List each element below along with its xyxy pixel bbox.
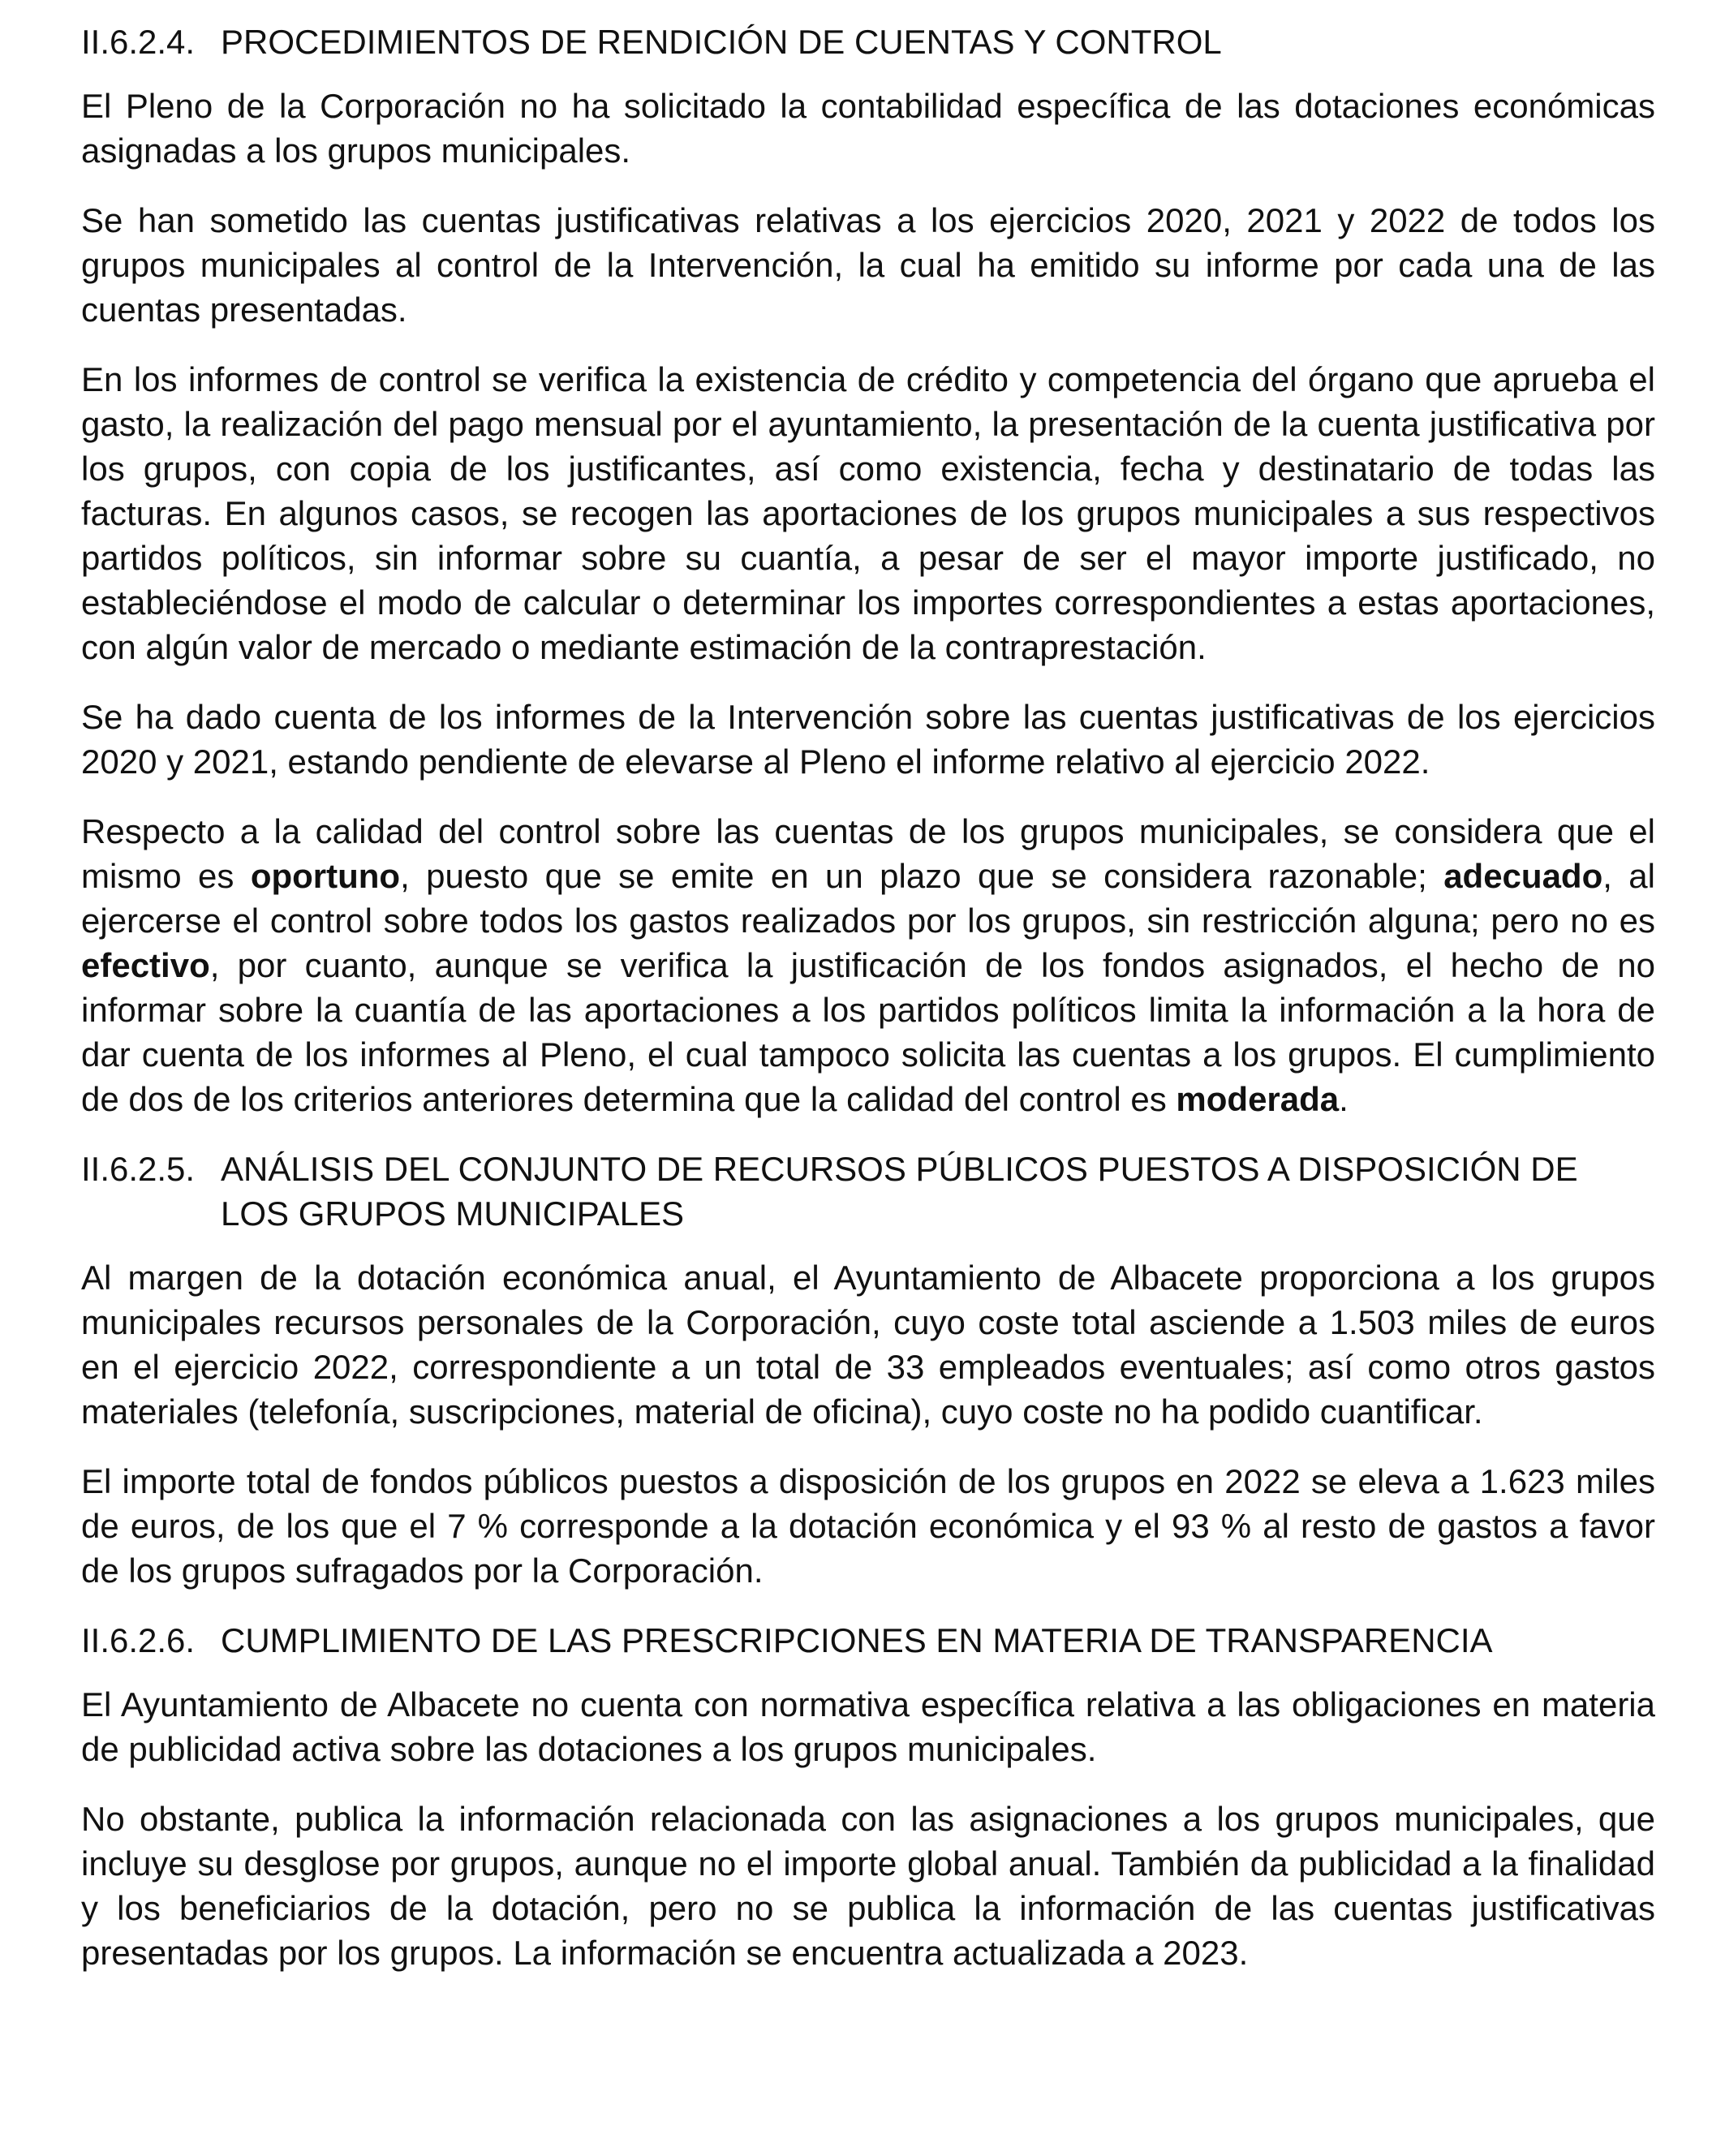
section-title: CUMPLIMIENTO DE LAS PRESCRIPCIONES EN MATERIA DE TRANSPARENCIA bbox=[221, 1621, 1493, 1659]
paragraph: No obstante, publica la información relacionada con las asignaciones a los grupos municipales, que incluye su desglose por grupos, aunque no el importe global anual. También da publicidad a la finalidad y los beneficiarios de la dotación, pero no se publica la información de las cuentas justificativas presentadas por los grupos. La información se encuentra actualizada a 2023. bbox=[81, 1800, 1655, 1972]
paragraph: Se han sometido las cuentas justificativas relativas a los ejercicios 2020, 2021 y 2022 de todos los grupos municipales al control de la Intervención, la cual ha emitido su informe por cada una de las cuentas presentadas. bbox=[81, 201, 1655, 329]
paragraph: Se ha dado cuenta de los informes de la Intervención sobre las cuentas justificativas de los ejercicios 2020 y 2021, estando pendiente de elevarse al Pleno el informe relativo al ejercicio 2022. bbox=[81, 698, 1655, 781]
section-title: ANÁLISIS DEL CONJUNTO DE RECURSOS PÚBLICOS PUESTOS A DISPOSICIÓN DE LOS GRUPOS MUNICIPALES bbox=[221, 1150, 1578, 1233]
section-title: PROCEDIMIENTOS DE RENDICIÓN DE CUENTAS Y CONTROL bbox=[221, 23, 1222, 61]
bold-term-efectivo: efectivo bbox=[81, 946, 210, 984]
section-heading bbox=[81, 1147, 1655, 1236]
section-number: II.6.2.6. bbox=[81, 1621, 196, 1659]
bold-term-oportuno: oportuno bbox=[250, 857, 401, 895]
paragraph: Al margen de la dotación económica anual, el Ayuntamiento de Albacete proporciona a los grupos municipales recursos personales de la Corporación, cuyo coste total asciende a 1.503 miles de euros en el ejercicio 2022, correspondiente a un total de 33 empleados eventuales; así como otros gastos materiales (telefonía, suscripciones, material de oficina), cuyo coste no ha podido cuantificar. bbox=[81, 1259, 1655, 1431]
text-run: , puesto que se emite en un plazo que se considera razonable; bbox=[400, 857, 1444, 895]
paragraph-control-quality bbox=[81, 809, 1655, 1121]
text-run: . bbox=[1339, 1080, 1349, 1118]
text-run: , al ejercerse el control sobre todos los gastos realizados por los grupos, sin restricción alguna; pero no es bbox=[81, 857, 1655, 940]
section-heading bbox=[81, 19, 1655, 64]
text-run: , por cuanto, aunque se verifica la justificación de los fondos asignados, el hecho de no informar sobre la cuantía de las aportaciones a los partidos políticos limita la información a la hora de dar cuenta de los informes al Pleno, el cual tampoco solicita las cuentas a los grupos. El cumplimiento de dos de los criterios anteriores determina que la calidad del control es bbox=[81, 946, 1655, 1118]
section-number: II.6.2.5. bbox=[81, 1150, 196, 1188]
paragraph: En los informes de control se verifica la existencia de crédito y competencia del órgano que aprueba el gasto, la realización del pago mensual por el ayuntamiento, la presentación de la cuenta justificativa por los grupos, con copia de los justificantes, así como existencia, fecha y destinatario de todas las facturas. En algunos casos, se recogen las aportaciones de los grupos municipales a sus respectivos partidos políticos, sin informar sobre su cuantía, a pesar de ser el mayor importe justificado, no estableciéndose el modo de calcular o determinar los importes correspondientes a estas aportaciones, con algún valor de mercado o mediante estimación de la contraprestación. bbox=[81, 360, 1655, 666]
paragraph: El Ayuntamiento de Albacete no cuenta con normativa específica relativa a las obligaciones en materia de publicidad activa sobre las dotaciones a los grupos municipales. bbox=[81, 1685, 1655, 1768]
section-heading bbox=[81, 1618, 1655, 1663]
paragraph: El importe total de fondos públicos puestos a disposición de los grupos en 2022 se eleva a 1.623 miles de euros, de los que el 7 % corresponde a la dotación económica y el 93 % al resto de gastos a favor de los grupos sufragados por la Corporación. bbox=[81, 1462, 1655, 1590]
section-number: II.6.2.4. bbox=[81, 23, 196, 61]
document-page bbox=[81, 19, 1655, 2000]
bold-term-moderada: moderada bbox=[1176, 1080, 1340, 1118]
bold-term-adecuado: adecuado bbox=[1443, 857, 1603, 895]
paragraph: El Pleno de la Corporación no ha solicitado la contabilidad específica de las dotaciones económicas asignadas a los grupos municipales. bbox=[81, 87, 1655, 170]
text-run: Respecto a la calidad del control sobre las cuentas de los grupos municipales, se considera que el mismo es bbox=[81, 812, 1655, 895]
